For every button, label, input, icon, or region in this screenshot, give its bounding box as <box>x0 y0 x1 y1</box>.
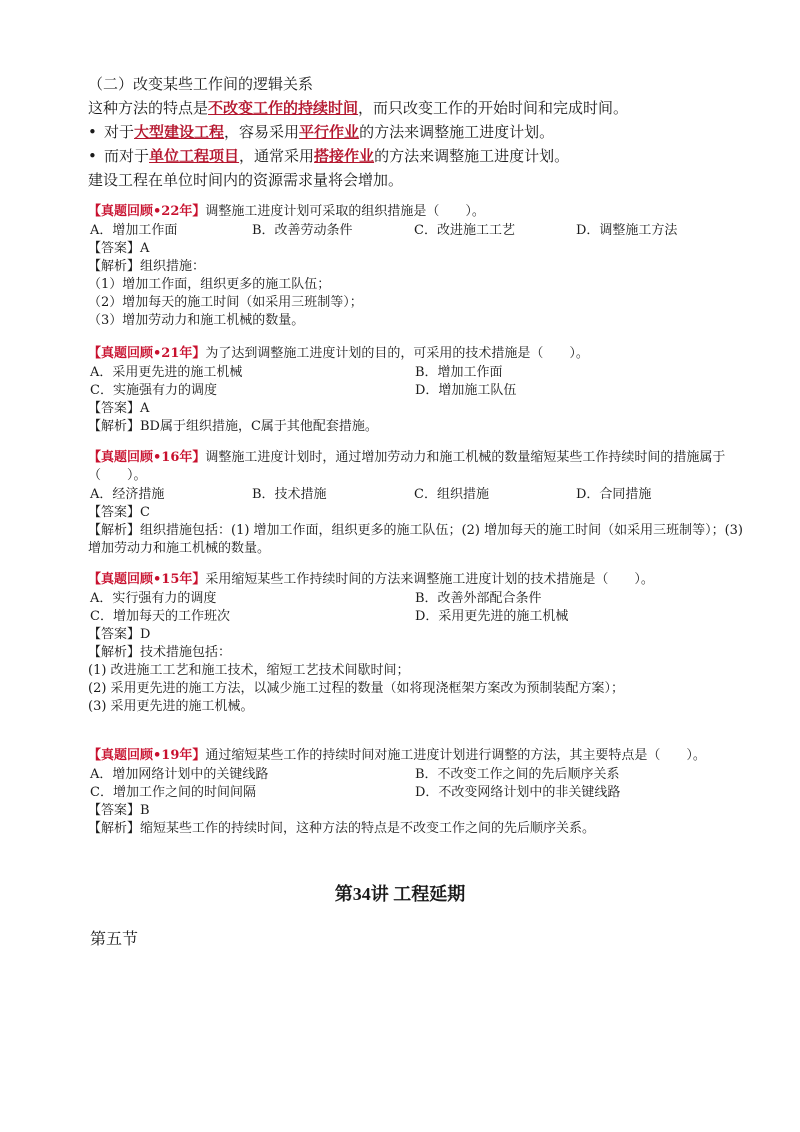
option-d: D．不改变网络计划中的非关键线路 <box>415 785 621 800</box>
option-a: A．增加工作面 <box>90 223 178 238</box>
options <box>88 766 748 802</box>
question-stem <box>88 203 748 221</box>
text: ，而只改变工作的开始时间和完成时间。 <box>358 99 629 117</box>
text: ，通常采用 <box>239 147 315 165</box>
text: ，容易采用 <box>224 123 300 141</box>
question-tag: 【真题回顾•21年】 <box>88 346 206 361</box>
options <box>88 486 748 504</box>
question-stem <box>88 449 748 485</box>
question-stem <box>88 345 748 363</box>
answer: 【答案】A <box>88 401 150 416</box>
options <box>88 364 748 400</box>
stem-text: 通过缩短某些工作的持续时间对施工进度计划进行调整的方法，其主要特点是（ ）。 <box>205 748 706 763</box>
question-tag: 【真题回顾•19年】 <box>88 748 206 763</box>
answer: 【答案】B <box>88 803 150 818</box>
option-b: B．不改变工作之间的先后顺序关系 <box>415 767 620 782</box>
explanation-point: （3）增加劳动力和施工机械的数量。 <box>88 313 305 328</box>
question-tag: 【真题回顾•15年】 <box>88 572 206 587</box>
text: 的方法来调整施工进度计划。 <box>359 123 555 141</box>
highlight-text: 大型建设工程 <box>134 123 225 141</box>
highlight-text: 平行作业 <box>299 123 360 141</box>
option-c: C．增加每天的工作班次 <box>90 609 230 624</box>
explanation: 【解析】技术措施包括： <box>88 645 232 660</box>
bullet-icon: • <box>88 123 97 141</box>
explanation: 【解析】缩短某些工作的持续时间，这种方法的特点是不改变工作之间的先后顺序关系。 <box>88 821 596 836</box>
bullet-icon: • <box>88 147 97 165</box>
explanation-point: (1) 改进施工工艺和施工技术，缩短工艺技术间歇时间； <box>88 663 410 678</box>
explanation: 【解析】BD属于组织措施，C属于其他配套措施。 <box>88 419 378 434</box>
option-b: B．技术措施 <box>252 487 327 502</box>
text: 而对于 <box>104 147 150 165</box>
question-16 <box>88 449 748 558</box>
option-d: D．调整施工方法 <box>576 223 678 238</box>
option-c: C．增加工作之间的时间间隔 <box>90 785 256 800</box>
option-b: B．改善劳动条件 <box>252 223 353 238</box>
option-b: B．改善外部配合条件 <box>415 591 542 606</box>
option-d: D．采用更先进的施工机械 <box>415 609 569 624</box>
text: 这种方法的特点是 <box>88 99 209 117</box>
explanation-point: (2) 采用更先进的施工方法，以减少施工过程的数量（如将现浇框架方案改为预制装配方案）； <box>88 681 625 696</box>
option-c: C．实施强有力的调度 <box>90 383 217 398</box>
chapter-title: 第34讲 工程延期 <box>334 884 466 904</box>
explanation-point: （1）增加工作面，组织更多的施工队伍； <box>88 277 331 292</box>
option-a: A．实行强有力的调度 <box>90 591 217 606</box>
highlight-text: 单位工程项目 <box>149 147 240 165</box>
question-19 <box>88 747 748 838</box>
intro-heading: （二）改变某些工作间的逻辑关系 <box>88 75 314 93</box>
explanation-point: (3) 采用更先进的施工机械。 <box>88 699 254 714</box>
intro-block <box>88 72 748 192</box>
answer: 【答案】C <box>88 505 150 520</box>
option-c: C．组织措施 <box>414 487 489 502</box>
text: 的方法来调整施工进度计划。 <box>374 147 570 165</box>
section-title: 第五节 <box>90 931 139 948</box>
options <box>88 222 748 240</box>
question-stem <box>88 747 748 765</box>
question-stem <box>88 571 748 589</box>
stem-text: 采用缩短某些工作持续时间的方法来调整施工进度计划的技术措施是（ ）。 <box>205 572 654 587</box>
question-22 <box>88 203 748 330</box>
explanation: 【解析】组织措施： <box>88 259 206 274</box>
intro-bullet-2 <box>88 144 748 168</box>
intro-bullet-1 <box>88 120 748 144</box>
options <box>88 590 748 626</box>
question-15 <box>88 571 748 716</box>
stem-text: 调整施工进度计划时，通过增加劳动力和施工机械的数量缩短某些工作持续时间的措施属于（ ）。 <box>88 450 726 483</box>
question-tag: 【真题回顾•22年】 <box>88 204 206 219</box>
explanation: 【解析】组织措施包括：(1) 增加工作面，组织更多的施工队伍；(2) 增加每天的施工时间（如采用三班制等）；(3) 增加劳动力和施工机械的数量。 <box>88 523 744 556</box>
highlight-text: 不改变工作的持续时间 <box>208 99 359 117</box>
question-tag: 【真题回顾•16年】 <box>88 450 206 465</box>
question-21 <box>88 345 748 436</box>
option-a: A．经济措施 <box>90 487 165 502</box>
stem-text: 为了达到调整施工进度计划的目的，可采用的技术措施是（ ）。 <box>205 346 589 361</box>
option-a: A．增加网络计划中的关键线路 <box>90 767 269 782</box>
option-b: B．增加工作面 <box>415 365 503 380</box>
stem-text: 调整施工进度计划可采取的组织措施是（ ）。 <box>205 204 485 219</box>
intro-line-4: 建设工程在单位时间内的资源需求量将会增加。 <box>88 171 404 189</box>
option-c: C．改进施工工艺 <box>414 223 515 238</box>
option-d: D．增加施工队伍 <box>415 383 517 398</box>
option-d: D．合同措施 <box>576 487 652 502</box>
answer: 【答案】A <box>88 241 150 256</box>
answer: 【答案】D <box>88 627 151 642</box>
intro-line-1 <box>88 96 748 120</box>
explanation-point: （2）增加每天的施工时间（如采用三班制等）； <box>88 295 363 310</box>
highlight-text: 搭接作业 <box>314 147 375 165</box>
text: 对于 <box>104 123 135 141</box>
option-a: A．采用更先进的施工机械 <box>90 365 243 380</box>
